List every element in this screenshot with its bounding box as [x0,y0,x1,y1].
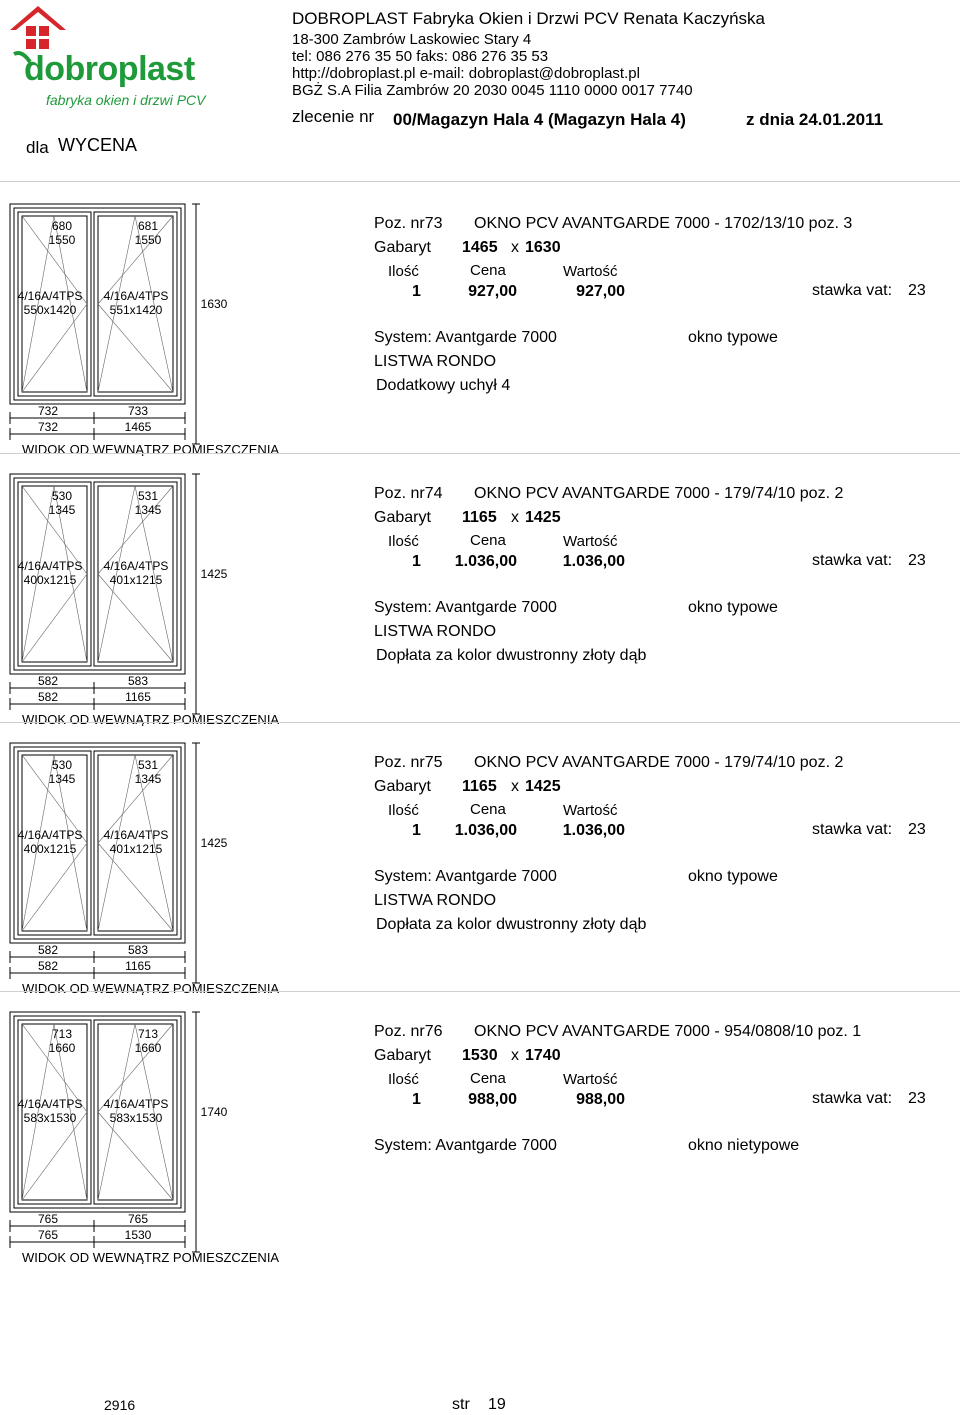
gabaryt-x: x [511,239,519,256]
gabaryt-x: x [511,509,519,526]
qty-value: 1 [412,1091,421,1108]
extra-option: Dopłata za kolor dwustronny złoty dąb [376,916,647,933]
logo-text: dobroplast [24,50,195,88]
company-bank: BGŻ S.A Filia Zambrów 20 2030 0045 1110 0000 0017 7740 [292,82,693,99]
price-label: Cena [470,262,506,279]
position-value: 927,00 [576,283,625,300]
gabaryt-height: 1425 [525,509,561,526]
bottom-left-dim-label: 582 [37,674,59,688]
gabaryt-label: Gabaryt [374,239,431,256]
system-name: System: Avantgarde 7000 [374,1137,557,1154]
gabaryt-label: Gabaryt [374,509,431,526]
bottom-left-total-label: 582 [37,959,59,973]
company-phone: tel: 086 276 35 50 faks: 086 276 35 53 [292,48,549,65]
bottom-left-total-label: 732 [37,420,59,434]
left-sash-width-label: 680 [51,219,73,233]
qty-label: Ilość [388,263,419,280]
page-number: 19 [488,1396,506,1413]
bottom-total-width-label: 1530 [124,1228,152,1242]
qty-value: 1 [412,553,421,570]
right-sash-width-label: 681 [137,219,159,233]
position-divider [0,991,960,992]
left-glass-size-label: 400x1215 [23,842,77,856]
price-label: Cena [470,801,506,818]
vat-value: 23 [908,821,926,838]
logo [4,4,244,114]
position-details [374,188,960,408]
price-value: 1.036,00 [454,553,517,570]
left-glass-size-label: 550x1420 [23,303,77,317]
system-name: System: Avantgarde 7000 [374,329,557,346]
value-label: Wartość [563,1071,618,1088]
window-drawing [0,996,330,1264]
total-height-label: 1630 [200,297,228,311]
order-label: zlecenie nr [292,107,375,126]
gabaryt-width: 1165 [462,778,497,795]
view-caption: WIDOK OD WEWNĄTRZ POMIESZCZENIA [22,1250,280,1264]
right-sash-height-label: 1345 [134,503,162,517]
bottom-right-dim-label: 583 [127,674,149,688]
price-label: Cena [470,1070,506,1087]
right-glass-type-label: 4/16A/4TPS [103,559,169,573]
right-glass-size-label: 583x1530 [109,1111,163,1125]
bottom-left-dim-label: 765 [37,1212,59,1226]
gabaryt-height: 1425 [525,778,561,795]
system-name: System: Avantgarde 7000 [374,868,557,885]
position-details [374,458,960,678]
vat-value: 23 [908,282,926,299]
view-caption: WIDOK OD WEWNĄTRZ POMIESZCZENIA [22,712,280,726]
window-diagram [0,188,330,456]
left-sash-height-label: 1345 [48,503,76,517]
left-sash-height-label: 1660 [48,1041,76,1055]
recipient-value: WYCENA [58,135,138,155]
left-sash-height-label: 1345 [48,772,76,786]
price-value: 927,00 [468,283,517,300]
qty-label: Ilość [388,533,419,550]
position-details [374,996,960,1216]
bottom-total-width-label: 1165 [125,690,151,704]
left-glass-type-label: 4/16A/4TPS [17,559,83,573]
right-glass-type-label: 4/16A/4TPS [103,289,169,303]
extra-option: Dodatkowy uchył 4 [376,377,511,394]
value-label: Wartość [563,263,618,280]
bottom-right-dim-label: 765 [127,1212,149,1226]
qty-value: 1 [412,283,421,300]
bottom-right-dim-label: 733 [127,404,149,418]
window-drawing [0,458,330,726]
left-glass-size-label: 400x1215 [23,573,77,587]
vat-label: stawka vat: [812,282,893,299]
bottom-total-width-label: 1165 [125,959,151,973]
product-name: OKNO PCV AVANTGARDE 7000 - 179/74/10 poz. 2 [474,485,844,502]
company-address: 18-300 Zambrów Laskowiec Stary 4 [292,31,532,48]
gabaryt-label: Gabaryt [374,778,431,795]
position-details [374,727,960,947]
bottom-left-dim-label: 582 [37,943,59,957]
right-sash-height-label: 1550 [134,233,162,247]
recipient-label: dla [26,138,49,157]
system-name: System: Avantgarde 7000 [374,599,557,616]
company-web: http://dobroplast.pl e-mail: dobroplast@dobroplast.pl [292,65,640,82]
position-value: 1.036,00 [562,553,625,570]
window-type: okno typowe [688,868,778,885]
vat-value: 23 [908,1090,926,1107]
gabaryt-height: 1630 [525,239,561,256]
bottom-left-dim-label: 732 [37,404,59,418]
bottom-total-width-label: 1465 [124,420,152,434]
left-sash-width-label: 713 [51,1027,73,1041]
view-caption: WIDOK OD WEWNĄTRZ POMIESZCZENIA [22,442,280,456]
gabaryt-x: x [511,1047,519,1064]
value-label: Wartość [563,802,618,819]
window-diagram [0,996,330,1264]
right-glass-size-label: 401x1215 [109,573,163,587]
price-label: Cena [470,532,506,549]
left-glass-type-label: 4/16A/4TPS [17,828,83,842]
qty-label: Ilość [388,1071,419,1088]
gabaryt-width: 1465 [462,239,498,256]
right-sash-height-label: 1660 [134,1041,162,1055]
position-divider [0,722,960,723]
view-caption: WIDOK OD WEWNĄTRZ POMIESZCZENIA [22,981,280,995]
product-name: OKNO PCV AVANTGARDE 7000 - 954/0808/10 poz. 1 [474,1023,862,1040]
gabaryt-label: Gabaryt [374,1047,431,1064]
position-value: 1.036,00 [562,822,625,839]
window-diagram [0,727,330,995]
qty-label: Ilość [388,802,419,819]
right-glass-size-label: 401x1215 [109,842,163,856]
left-glass-size-label: 583x1530 [23,1111,77,1125]
position-number: Poz. nr75 [374,754,443,771]
vat-label: stawka vat: [812,821,893,838]
position-number: Poz. nr76 [374,1023,443,1040]
header-divider [0,181,960,182]
doc-number: 2916 [104,1397,136,1413]
left-glass-type-label: 4/16A/4TPS [17,289,83,303]
extra-option: LISTWA RONDO [374,623,497,640]
left-sash-width-label: 530 [51,489,73,503]
vat-value: 23 [908,552,926,569]
vat-label: stawka vat: [812,552,893,569]
extra-option: Dopłata za kolor dwustronny złoty dąb [376,647,647,664]
left-sash-height-label: 1550 [48,233,76,247]
bottom-right-dim-label: 583 [127,943,149,957]
total-height-label: 1425 [200,836,228,850]
right-sash-width-label: 713 [137,1027,159,1041]
window-drawing [0,727,330,995]
window-type: okno typowe [688,329,778,346]
product-name: OKNO PCV AVANTGARDE 7000 - 1702/13/10 poz. 3 [474,215,853,232]
window-type: okno typowe [688,599,778,616]
bottom-left-total-label: 765 [37,1228,59,1242]
right-sash-width-label: 531 [137,758,159,772]
bottom-left-total-label: 582 [37,690,59,704]
order-number: 00/Magazyn Hala 4 (Magazyn Hala 4) [393,110,686,129]
qty-value: 1 [412,822,421,839]
right-sash-height-label: 1345 [134,772,162,786]
price-value: 988,00 [468,1091,517,1108]
product-name: OKNO PCV AVANTGARDE 7000 - 179/74/10 poz. 2 [474,754,844,771]
extra-option: LISTWA RONDO [374,892,497,909]
gabaryt-width: 1530 [462,1047,498,1064]
company-name: DOBROPLAST Fabryka Okien i Drzwi PCV Renata Kaczyńska [292,9,766,28]
total-height-label: 1740 [200,1105,228,1119]
value-label: Wartość [563,533,618,550]
price-value: 1.036,00 [454,822,517,839]
position-number: Poz. nr73 [374,215,443,232]
left-glass-type-label: 4/16A/4TPS [17,1097,83,1111]
window-drawing [0,188,330,456]
right-glass-type-label: 4/16A/4TPS [103,1097,169,1111]
window-type: okno nietypowe [688,1137,800,1154]
logo-tagline: fabryka okien i drzwi PCV [46,92,206,108]
extra-option: LISTWA RONDO [374,353,497,370]
vat-label: stawka vat: [812,1090,893,1107]
position-divider [0,453,960,454]
gabaryt-x: x [511,778,519,795]
gabaryt-height: 1740 [525,1047,561,1064]
window-diagram [0,458,330,726]
order-date: z dnia 24.01.2011 [746,110,884,129]
page-label: str [452,1396,470,1413]
gabaryt-width: 1165 [462,509,497,526]
total-height-label: 1425 [200,567,228,581]
right-glass-size-label: 551x1420 [109,303,163,317]
right-sash-width-label: 531 [137,489,159,503]
right-glass-type-label: 4/16A/4TPS [103,828,169,842]
position-value: 988,00 [576,1091,625,1108]
left-sash-width-label: 530 [51,758,73,772]
position-number: Poz. nr74 [374,485,443,502]
